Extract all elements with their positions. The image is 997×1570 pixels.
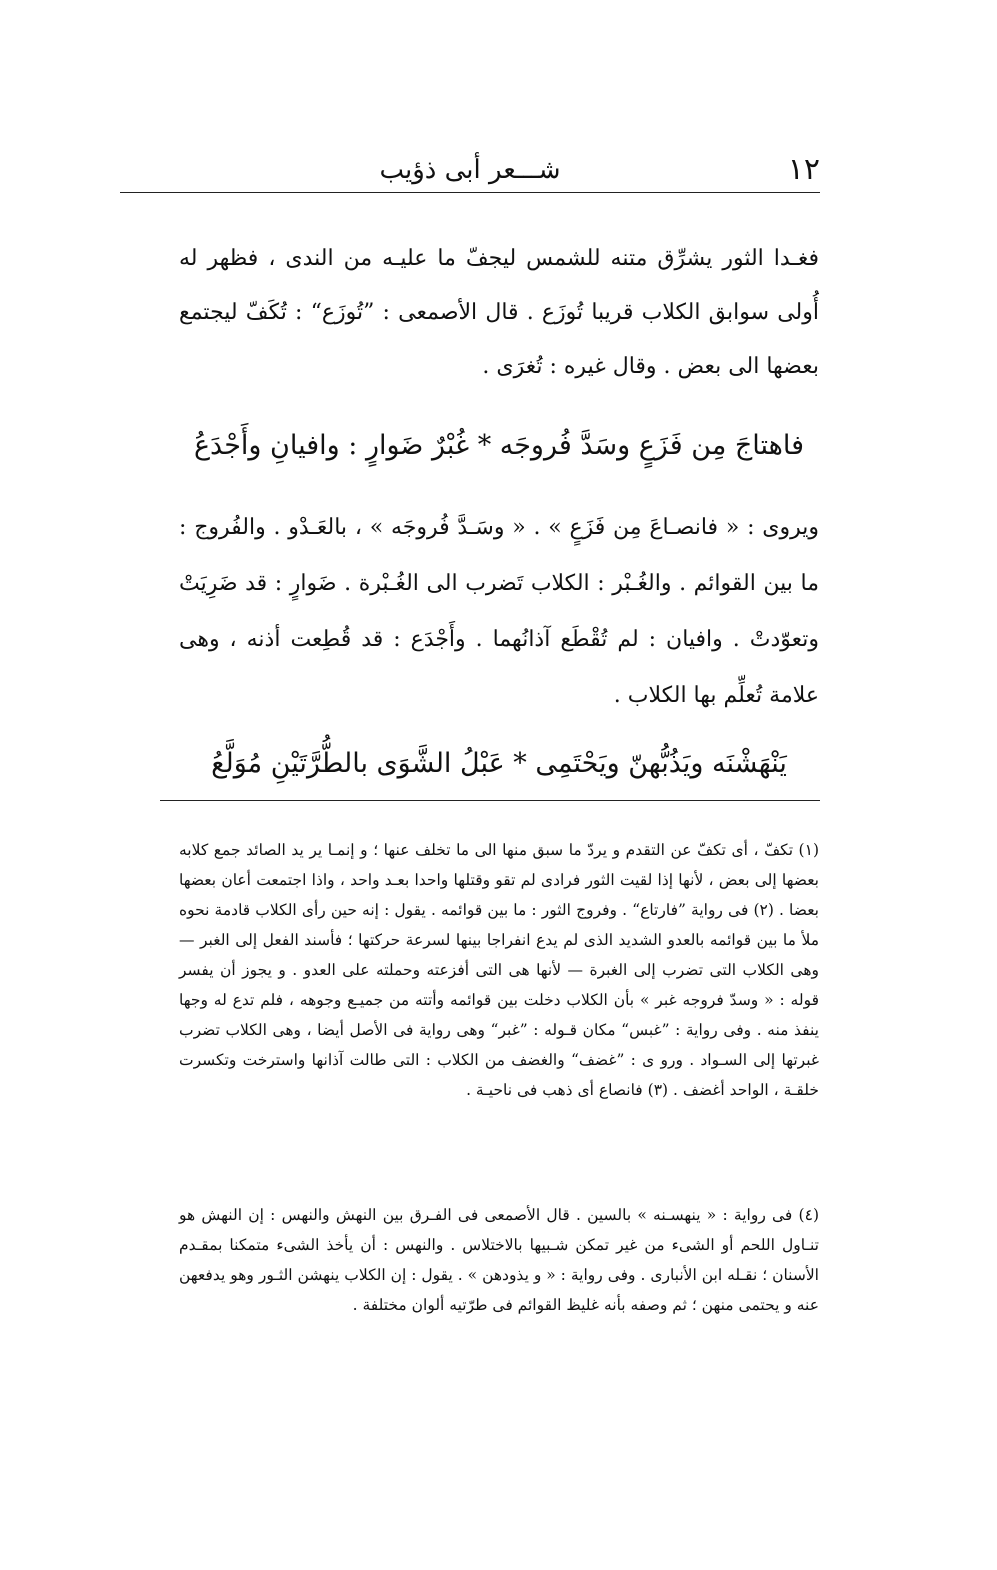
commentary-paragraph-1: فغـدا الثور يشرِّق متنه للشمس ليجفّ ما عليـه من الندى ، فظهر له أُولى سوابق الكلاب قريبا تُوزَع . قال الأصمعى : ”تُوزَع“ : تُكَفّ ليجتمع بعضها الى بعض . وقال غيره : تُغرَى . — [179, 246, 819, 379]
footnote-block-4: (٤) فى رواية : « ينهسـنه » بالسين . قال الأصمعى فى الفـرق بين النهش والنهس : إن النهش هو تنـاول اللحم أو الشىء من غير تمكن شـبيها بالاختلاس . والنهس : أن يأخذ الشىء متمكنا بمقـدم الأسنان ؛ نقـله ابن الأنبارى . وفى رواية : « و يذودهن » . يقول : إن الكلاب ينهشن الثـور وهو يدفعهن عنه و يحتمى منهن ؛ ثم وصفه بأنه غليظ القوائم فى طرّتيه ألوان مختلفة . — [179, 1206, 819, 1314]
footnote-rule — [160, 800, 820, 801]
running-title: شـــعر أبى ذؤيب — [379, 155, 561, 185]
page-header — [120, 150, 820, 192]
verse-line-1: فاهتاجَ مِن فَزَعٍ وسَدَّ فُروجَه * غُبْرٌ ضَوارٍ : وافيانِ وأَجْدَعُ — [193, 430, 805, 461]
verse-line-2: يَنْهَشْنَه ويَذُبُّهنّ ويَحْتَمِى * عَبْلُ الشَّوَى بالطُّرَّتَيْنِ مُوَلَّعُ — [211, 748, 787, 779]
commentary-paragraph-2: ويروى : « فانصـاعَ مِن فَزَعٍ » . « وسَـدَّ فُروجَه » ، بالعَـدْو . والفُروج : ما بين القوائم . والغُـبْر : الكلاب تَضرب الى الغُـبْرة . ضَوارٍ : قد ضَرِيَتْ وتعوّدتْ . وافيان : لم تُقْطَع آذانُهما . وأَجْدَع : قد قُطِعت أذنه ، وهى علامة تُعلِّم بها الكلاب . — [179, 515, 819, 708]
page-number: ١٢ — [787, 152, 820, 187]
footnote-block-1-3: (١) تكفّ ، أى تكفّ عن التقدم و يردّ ما سبق منها الى ما تخلف عنها ؛ و إنمـا ير يد الصائد جمع كلابه بعضها إلى بعض ، لأنها إذا لقيت الثور فرادى لم تقو وقتلها واحدا بعـد واحد ، واذا اجتمعت أعان بعضها بعضا . (٢) فى رواية ”فارتاع“ . وفروج الثور : ما بين قوائمه . يقول : إنه حين رأى الكلاب قادمة نحوه ملأ ما بين قوائمه بالعدو الشديد الذى لم يدع انفراجا بينها لسرعة حركتها ؛ فأسند الفعل إلى الغبر — وهى الكلاب التى تضرب إلى الغبرة — لأنها هى التى أفزعته وحملته على العدو . و يجوز أن يفسر قوله : « وسدّ فروجه غبر » بأن الكلاب دخلت بين قوائمه وأتته من جميـع وجوهه ، فلم تدع له وجها ينفذ منه . وفى رواية : ”غبس“ مكان قـوله : ”غبر“ وهى رواية فى الأصل أيضا ، وهى الكلاب تضرب غبرتها إلى السـواد . ورو ى : ”غضف“ والغضف من الكلاب : التى طالت آذانها واسترخت وتكسرت خلقـة ، الواحد أغضف . (٣) فانصاع أى ذهب فى ناحيـة . — [179, 841, 819, 1099]
header-rule — [120, 192, 820, 193]
